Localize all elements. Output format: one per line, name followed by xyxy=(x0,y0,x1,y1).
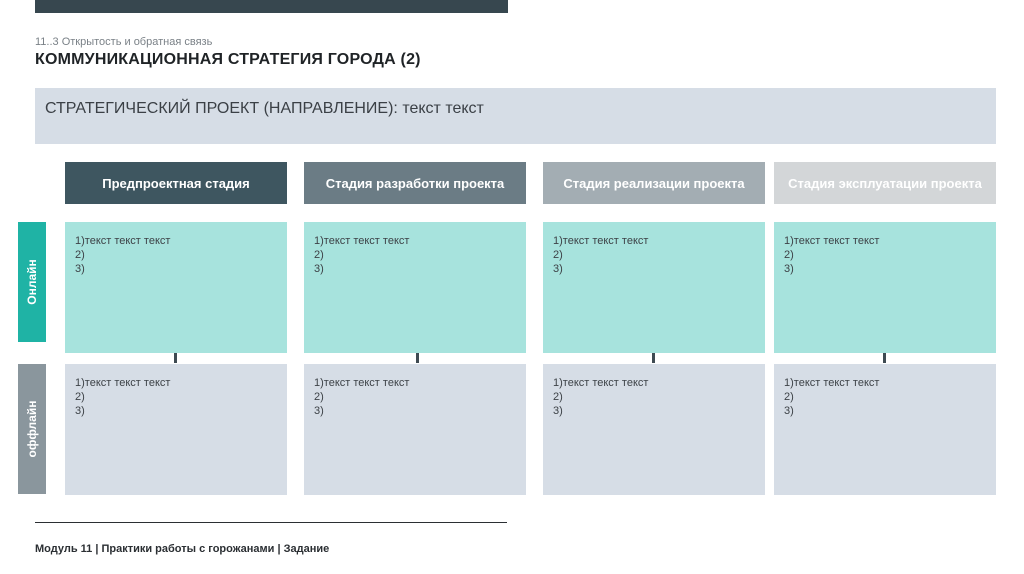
cell-line: 1)текст текст текст xyxy=(314,377,410,389)
online-cell-3 xyxy=(543,222,765,353)
cell-line: 3) xyxy=(553,405,563,417)
cell-line: 2) xyxy=(784,391,794,403)
cell-line: 3) xyxy=(784,263,794,275)
top-bar xyxy=(35,0,508,13)
row-label-online xyxy=(18,222,46,342)
strategic-project-text: СТРАТЕГИЧЕСКИЙ ПРОЕКТ (НАПРАВЛЕНИЕ): текст текст xyxy=(45,100,484,117)
cell-line: 3) xyxy=(553,263,563,275)
offline-cell-2 xyxy=(304,364,526,495)
cell-line: 1)текст текст текст xyxy=(553,377,649,389)
row-label-online-text: Онлайн xyxy=(25,259,39,305)
footer-divider xyxy=(35,522,507,523)
connector-tick xyxy=(652,353,655,363)
footer-text: Модуль 11 | Практики работы с горожанами | Задание xyxy=(35,543,330,555)
cell-line: 3) xyxy=(314,263,324,275)
row-label-offline-text: оффлайн xyxy=(25,400,39,458)
stage-header-2: Стадия разработки проекта xyxy=(304,162,526,204)
online-cell-1 xyxy=(65,222,287,353)
connector-tick xyxy=(416,353,419,363)
cell-line: 3) xyxy=(314,405,324,417)
stage-header-4: Стадия эксплуатации проекта xyxy=(774,162,996,204)
connector-tick xyxy=(883,353,886,363)
online-cell-2 xyxy=(304,222,526,353)
page-title: КОММУНИКАЦИОННАЯ СТРАТЕГИЯ ГОРОДА (2) xyxy=(35,51,421,68)
cell-line: 2) xyxy=(314,249,324,261)
cell-line: 3) xyxy=(784,405,794,417)
cell-line: 3) xyxy=(75,263,85,275)
cell-line: 3) xyxy=(75,405,85,417)
strategic-project-box xyxy=(35,88,996,144)
section-subtitle: 11..3 Открытость и обратная связь xyxy=(35,36,213,48)
offline-cell-4 xyxy=(774,364,996,495)
connector-tick xyxy=(174,353,177,363)
cell-line: 1)текст текст текст xyxy=(75,235,171,247)
cell-line: 2) xyxy=(75,391,85,403)
offline-cell-1 xyxy=(65,364,287,495)
cell-line: 1)текст текст текст xyxy=(784,377,880,389)
online-cell-4 xyxy=(774,222,996,353)
cell-line: 2) xyxy=(314,391,324,403)
cell-line: 1)текст текст текст xyxy=(314,235,410,247)
cell-line: 2) xyxy=(75,249,85,261)
cell-line: 2) xyxy=(784,249,794,261)
offline-cell-3 xyxy=(543,364,765,495)
cell-line: 2) xyxy=(553,249,563,261)
cell-line: 1)текст текст текст xyxy=(553,235,649,247)
cell-line: 1)текст текст текст xyxy=(75,377,171,389)
row-label-offline xyxy=(18,364,46,494)
cell-line: 1)текст текст текст xyxy=(784,235,880,247)
cell-line: 2) xyxy=(553,391,563,403)
stage-header-1: Предпроектная стадия xyxy=(65,162,287,204)
stage-header-3: Стадия реализации проекта xyxy=(543,162,765,204)
